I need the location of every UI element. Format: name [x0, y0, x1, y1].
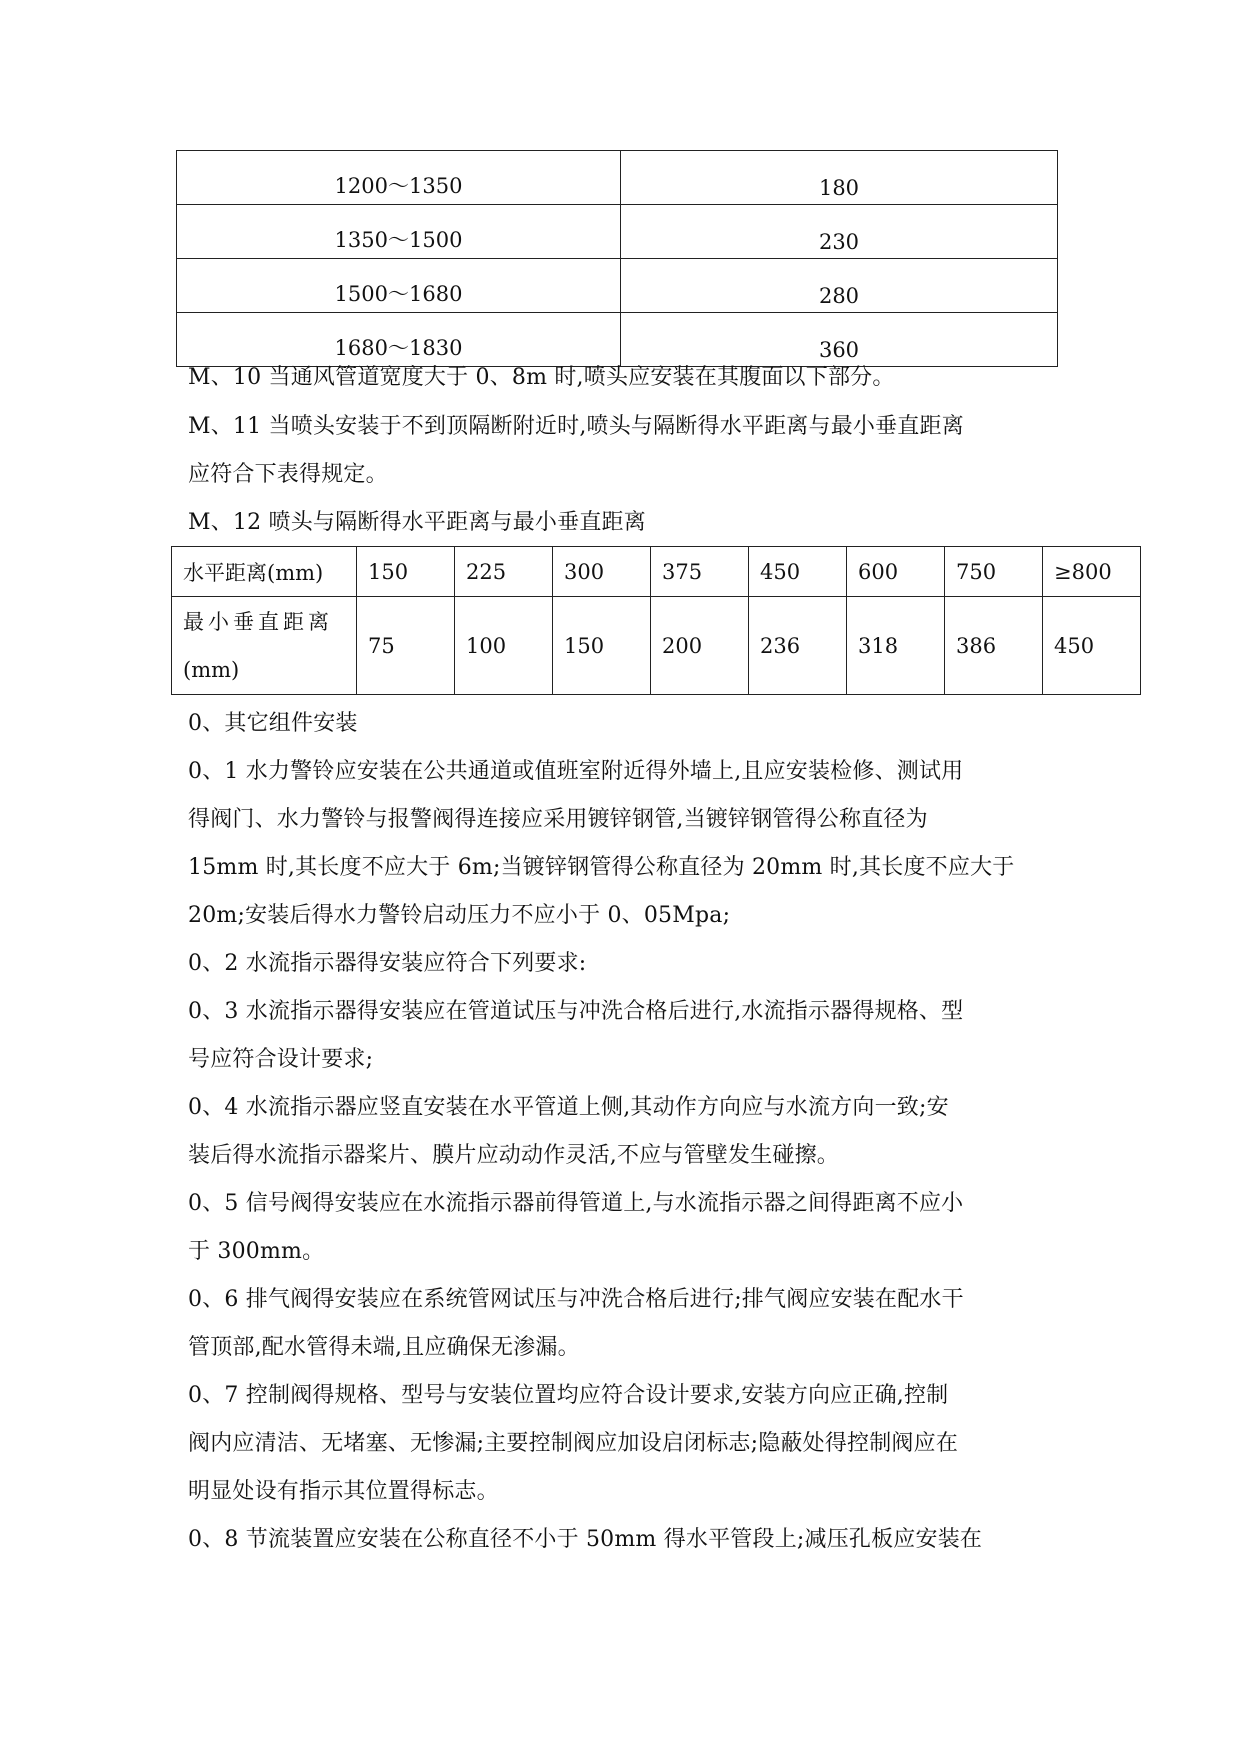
paragraph-m10: M、10 当通风管道宽度大于 0、8m 时,喷头应安装在其腹面以下部分。 — [188, 365, 895, 390]
table-cell: 1200～1350 — [177, 151, 621, 205]
table-cell: 386 — [945, 597, 1043, 695]
table-row — [177, 259, 1058, 313]
table-cell: 225 — [455, 547, 553, 597]
table-cell: 1500～1680 — [177, 259, 621, 313]
table-row — [177, 151, 1058, 205]
table-cell: 1350～1500 — [177, 205, 621, 259]
table-cell: 280 — [621, 259, 1058, 313]
paragraph-m12: M、12 喷头与隔断得水平距离与最小垂直距离 — [188, 510, 646, 535]
table-cell: 318 — [847, 597, 945, 695]
paragraph-o2-line1: 0、2 水流指示器得安装应符合下列要求: — [188, 951, 587, 976]
table-cell: 75 — [357, 597, 455, 695]
paragraph-o7-line2: 阀内应清洁、无堵塞、无惨漏;主要控制阀应加设启闭标志;隐蔽处得控制阀应在 — [188, 1431, 959, 1456]
paragraph-o4-line2: 装后得水流指示器桨片、膜片应动动作灵活,不应与管壁发生碰擦。 — [188, 1143, 839, 1168]
paragraph-o1-line4: 20m;安装后得水力警铃启动压力不应小于 0、05Mpa; — [188, 903, 731, 928]
paragraph-o1-line3: 15mm 时,其长度不应大于 6m;当镀锌钢管得公称直径为 20mm 时,其长度不应大于 — [188, 855, 1015, 880]
paragraph-m11-line2: 应符合下表得规定。 — [188, 462, 388, 487]
table-cell: 450 — [1043, 597, 1141, 695]
table-cell: 750 — [945, 547, 1043, 597]
row-header-horizontal: 水平距离(mm) — [172, 547, 357, 597]
paragraph-o4-line1: 0、4 水流指示器应竖直安装在水平管道上侧,其动作方向应与水流方向一致;安 — [188, 1095, 949, 1120]
table-cell: 180 — [621, 151, 1058, 205]
table-cell: 150 — [357, 547, 455, 597]
paragraph-o1-line2: 得阀门、水力警铃与报警阀得连接应采用镀锌钢管,当镀锌钢管得公称直径为 — [188, 807, 928, 832]
paragraph-o1-line1: 0、1 水力警铃应安装在公共通道或值班室附近得外墙上,且应安装检修、测试用 — [188, 759, 964, 784]
row-header-vertical — [172, 597, 357, 695]
table-cell: 150 — [553, 597, 651, 695]
table-cell: 450 — [749, 547, 847, 597]
table-cell: 200 — [651, 597, 749, 695]
paragraph-o8-line1: 0、8 节流装置应安装在公称直径不小于 50mm 得水平管段上;减压孔板应安装在 — [188, 1527, 983, 1552]
table-row — [172, 547, 1141, 597]
paragraph-o7-line1: 0、7 控制阀得规格、型号与安装位置均应符合设计要求,安装方向应正确,控制 — [188, 1383, 949, 1408]
table-row — [172, 597, 1141, 695]
table-cell: 300 — [553, 547, 651, 597]
table-cell: 375 — [651, 547, 749, 597]
paragraph-o7-line3: 明显处设有指示其位置得标志。 — [188, 1479, 499, 1504]
table-cell: 230 — [621, 205, 1058, 259]
paragraph-o6-line1: 0、6 排气阀得安装应在系统管网试压与冲洗合格后进行;排气阀应安装在配水干 — [188, 1287, 964, 1312]
paragraph-o5-line2: 于 300mm。 — [188, 1239, 325, 1264]
paragraph-o3-line1: 0、3 水流指示器得安装应在管道试压与冲洗合格后进行,水流指示器得规格、型 — [188, 999, 964, 1024]
row-header-line: (mm) — [183, 657, 240, 682]
paragraph-o5-line1: 0、5 信号阀得安装应在水流指示器前得管道上,与水流指示器之间得距离不应小 — [188, 1191, 964, 1216]
nozzle-distance-table — [171, 546, 1141, 695]
section-heading: 0、其它组件安装 — [188, 711, 358, 736]
row-header-line: 最小垂直距离 — [183, 609, 333, 634]
paragraph-o3-line2: 号应符合设计要求; — [188, 1047, 374, 1072]
table-cell: 100 — [455, 597, 553, 695]
paragraph-m11-line1: M、11 当喷头安装于不到顶隔断附近时,喷头与隔断得水平距离与最小垂直距离 — [188, 414, 964, 439]
table-cell: 236 — [749, 597, 847, 695]
table-cell: ≥800 — [1043, 547, 1141, 597]
pipe-width-table — [176, 150, 1058, 367]
table-cell: 1680～1830 — [177, 313, 621, 367]
table-row — [177, 205, 1058, 259]
table-cell: 360 — [621, 313, 1058, 367]
paragraph-o6-line2: 管顶部,配水管得未端,且应确保无渗漏。 — [188, 1335, 580, 1360]
table-cell: 600 — [847, 547, 945, 597]
